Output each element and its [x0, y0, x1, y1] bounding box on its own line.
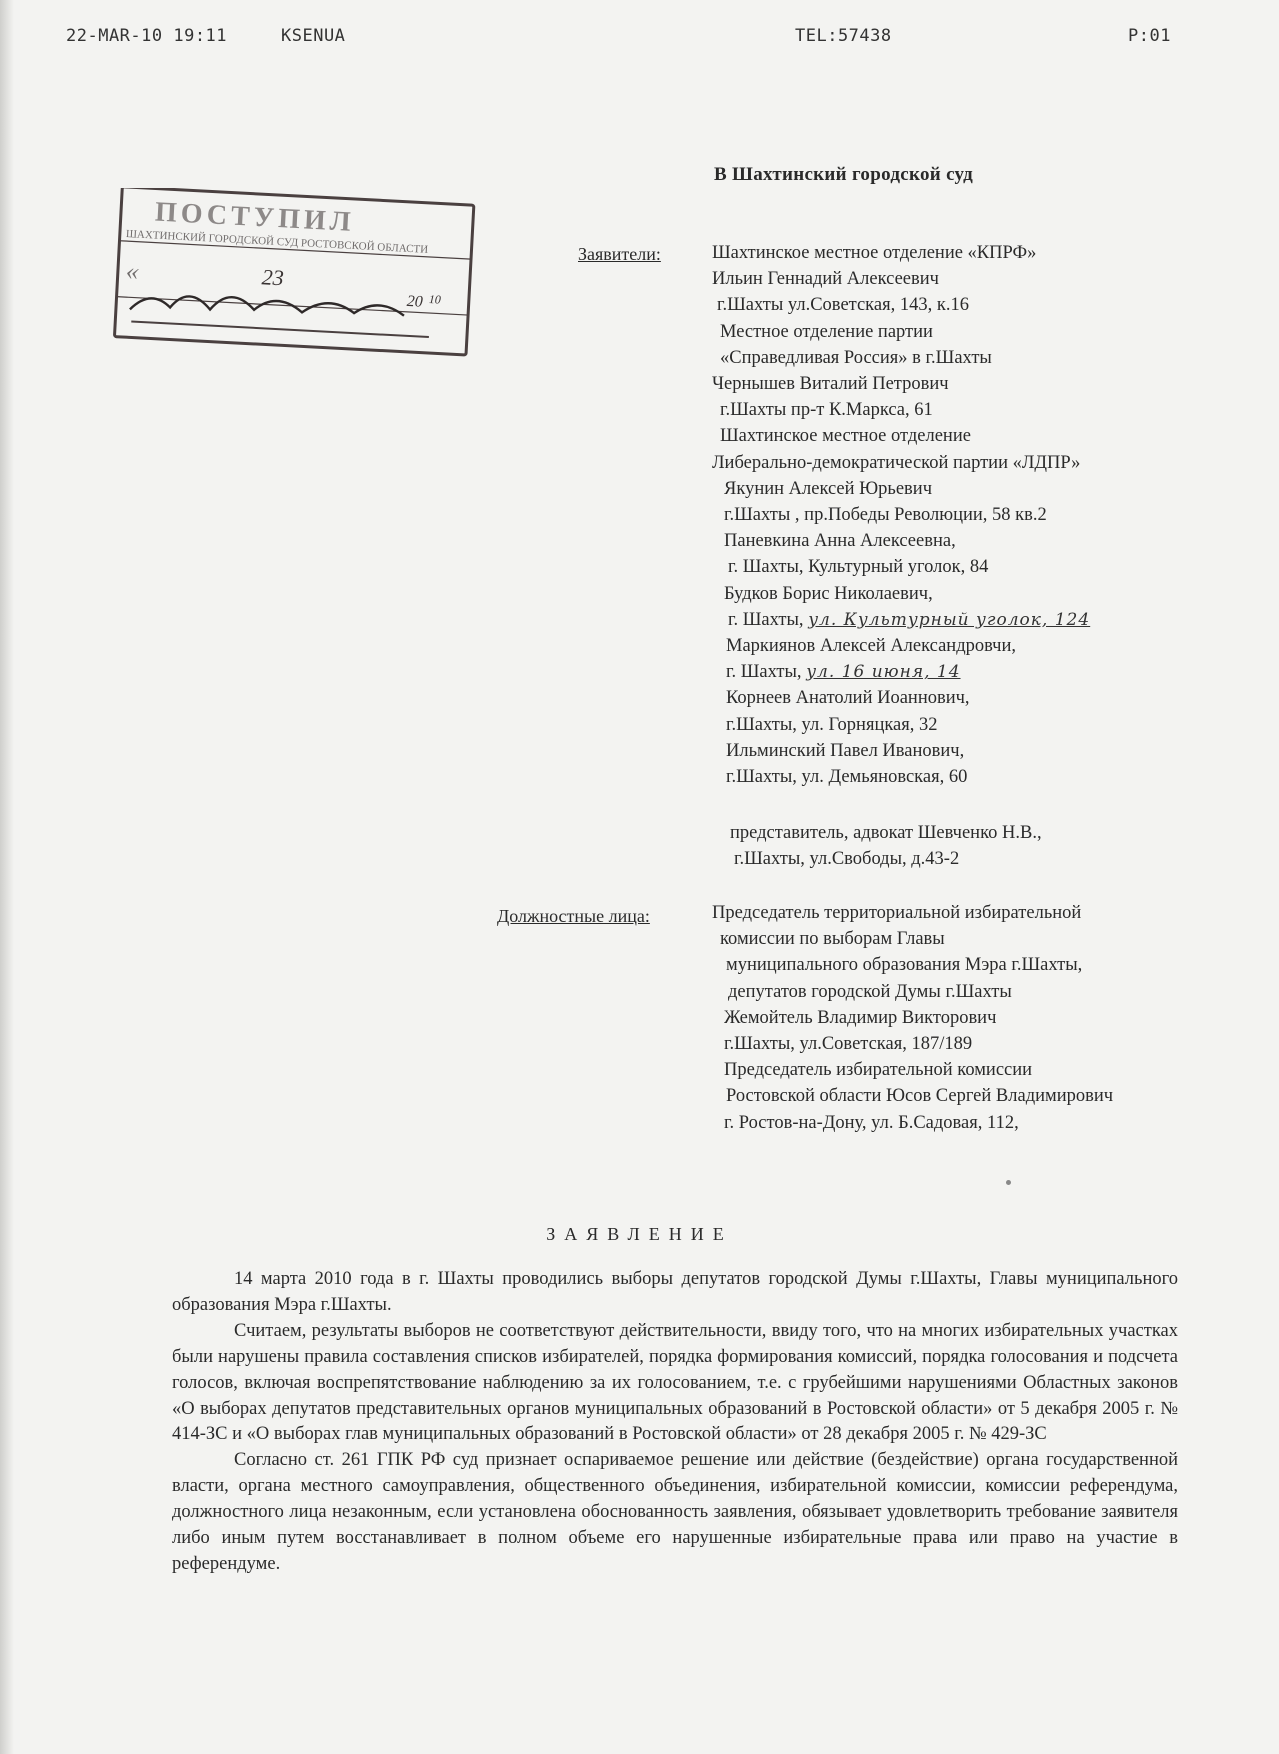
stamp-court-name: ШАХТИНСКИЙ ГОРОДСКОЙ СУД РОСТОВСКОЙ ОБЛАСТИ: [125, 228, 429, 256]
official-line: г. Ростов-на-Дону, ул. Б.Садовая, 112,: [724, 1112, 1019, 1133]
addressee: В Шахтинский городской суд: [714, 164, 974, 185]
official-line: г.Шахты, ул.Советская, 187/189: [724, 1034, 973, 1055]
representative: [712, 820, 1042, 872]
representative-line: г.Шахты, ул.Свободы, д.43-2: [734, 849, 960, 870]
official-line: Ростовской области Юсов Сергей Владимирович: [726, 1086, 1114, 1107]
applicant-line: г.Шахты , пр.Победы Революции, 58 кв.2: [724, 505, 1047, 526]
applicant-line: Будков Борис Николаевич,: [724, 583, 933, 604]
applicant-line: г.Шахты пр-т К.Маркса, 61: [720, 400, 933, 421]
official-line: муниципального образования Мэра г.Шахты,: [726, 955, 1083, 976]
applicant-line: Якунин Алексей Юрьевич: [724, 478, 932, 499]
fax-sender: KSENUA: [281, 26, 346, 46]
applicants-label: Заявители:: [578, 244, 661, 264]
handwritten-address: ул. Культурный уголок, 124: [808, 609, 1091, 630]
applicant-line: Местное отделение партии: [720, 321, 933, 342]
stamp-day: 23: [261, 264, 285, 291]
official-line: Председатель территориальной избирательной: [712, 903, 1082, 923]
applicant-line: Маркиянов Алексей Александровчи,: [726, 636, 1016, 657]
svg-text:ПОСТУПИЛ: ПОСТУПИЛ: [154, 196, 356, 238]
applicant-line: г. Шахты, Культурный уголок, 84: [728, 557, 989, 578]
representative-line: представитель, адвокат Шевченко Н.В.,: [730, 823, 1042, 843]
body-paragraph: Согласно ст. 261 ГПК РФ суд признает оспариваемое решение или действие (бездействие) органа государственной власти, органа местного самоуправления, общественного объединения, избирательной комиссии, комиссии референдума, должностного лица незаконным, если установлена обоснованность заявления, обязывает удовлетворить требование заявителя либо иным путем восстанавливает в полном объеме его нарушенные избирательные права или право на участие в референдуме.: [172, 1450, 1178, 1574]
court-registration-stamp: [112, 188, 480, 360]
fax-page: P:01: [1128, 26, 1171, 46]
official-line: Жемойтель Владимир Викторович: [724, 1007, 997, 1028]
applicant-line: «Справедливая Россия» в г.Шахты: [720, 347, 992, 368]
document-body: [172, 1267, 1178, 1578]
applicant-line: Шахтинское местное отделение «КПРФ»: [712, 243, 1037, 263]
applicant-line: Ильин Геннадий Алексеевич: [712, 269, 939, 290]
scan-speck: [1006, 1180, 1011, 1185]
applicant-line: Корнеев Анатолий Иоаннович,: [726, 688, 970, 709]
official-line: Председатель избирательной комиссии: [724, 1060, 1033, 1081]
officials-list: [712, 900, 1113, 1136]
applicant-line: Паневкина Анна Алексеевна,: [724, 531, 956, 552]
applicant-line: г. Шахты,: [728, 609, 804, 630]
official-line: комиссии по выборам Главы: [720, 929, 945, 950]
svg-text:20: 20: [406, 292, 424, 311]
document-title: ЗАЯВЛЕНИЕ: [546, 1224, 733, 1244]
applicant-address-row: [712, 607, 1090, 633]
applicant-line: г.Шахты ул.Советская, 143, к.16: [717, 295, 969, 316]
svg-text:«: «: [125, 256, 140, 286]
applicant-line: Чернышев Виталий Петрович: [712, 374, 949, 395]
applicant-line: г. Шахты,: [726, 662, 802, 683]
applicants-list: [712, 240, 1090, 790]
applicant-line: Шахтинское местное отделение: [720, 426, 971, 447]
body-paragraph: Считаем, результаты выборов не соответствуют действительности, ввиду того, что на многих избирательных участках были нарушены правила составления списков избирателей, порядка формирования комиссий, порядка голосования и подсчета голосов, включая воспрепятствование наблюдению за их голосованием, т.е. с грубейшими нарушениями Областных законов «О выборах депутатов представительных органов муниципальных образований в Ростовской области» от 5 декабря 2005 г. № 414-ЗС и «О выборах глав муниципальных образований в Ростовской области» от 28 декабря 2005 г. № 429-ЗС: [172, 1320, 1178, 1445]
applicant-line: г.Шахты, ул. Демьяновская, 60: [726, 767, 968, 788]
fax-datetime: 22-MAR-10 19:11: [66, 26, 228, 46]
body-paragraph: 14 марта 2010 года в г. Шахты проводились выборы депутатов городской Думы г.Шахты, Главы муниципального образования Мэра г.Шахты.: [172, 1269, 1178, 1315]
applicant-address-row: [712, 659, 1090, 685]
handwritten-address: ул. 16 июня, 14: [806, 662, 961, 683]
applicant-line: г.Шахты, ул. Горняцкая, 32: [726, 714, 938, 735]
applicant-line: Либерально-демократической партии «ЛДПР»: [712, 452, 1081, 473]
fax-tel: TEL:57438: [795, 26, 892, 46]
official-line: депутатов городской Думы г.Шахты: [728, 981, 1012, 1002]
applicant-line: Ильминский Павел Иванович,: [726, 740, 965, 761]
officials-label: Должностные лица:: [497, 906, 650, 926]
stamp-year: 10: [428, 291, 442, 307]
